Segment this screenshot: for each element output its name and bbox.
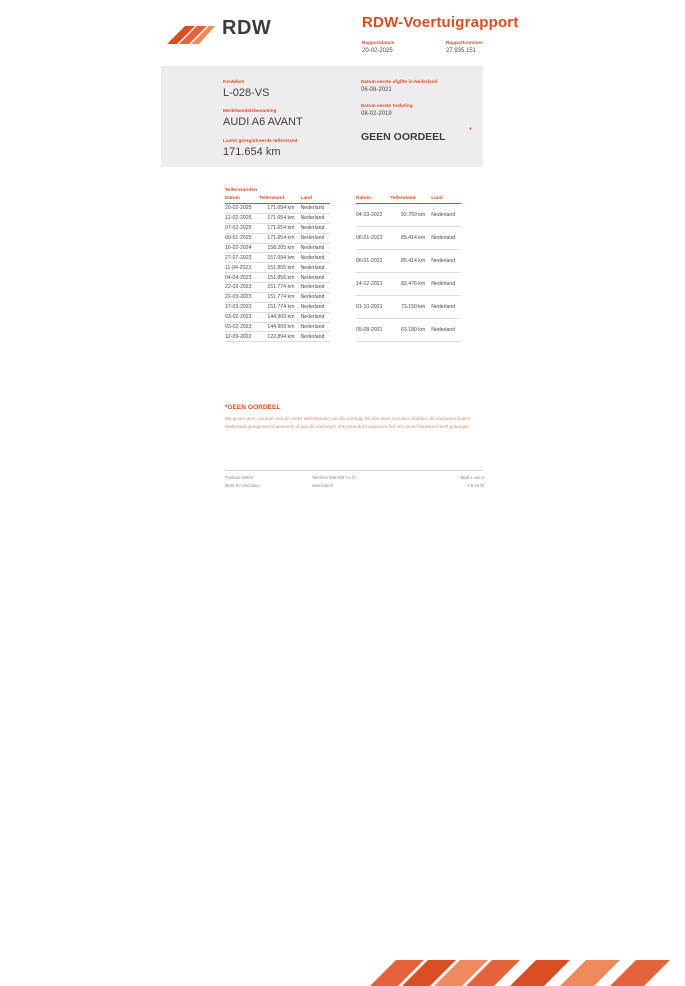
- cell-country: Nederland: [431, 296, 461, 319]
- cell-date: 07-02-2025: [225, 223, 259, 233]
- cell-odometer: 144.909 km: [259, 322, 300, 332]
- cell-odometer: 144.909 km: [259, 312, 300, 322]
- table-row: [356, 250, 461, 273]
- table-row: [225, 213, 330, 223]
- footer-address-line1: Postbus 30000: [225, 475, 253, 480]
- cell-date: 22-03-2023: [225, 292, 259, 302]
- footnote-title-text: GEEN OORDEEL: [227, 404, 281, 411]
- kenteken-label: Kenteken: [223, 79, 245, 84]
- cell-country: Nederland: [300, 302, 330, 312]
- table-row: [225, 283, 330, 293]
- merk-label: Merk/Handelsbenaming: [223, 108, 277, 113]
- cell-odometer: 151.856 km: [259, 263, 300, 273]
- cell-odometer: 158.205 km: [259, 243, 300, 253]
- table-row: [225, 233, 330, 243]
- cell-odometer: 73.150 km: [390, 296, 431, 319]
- cell-country: Nederland: [431, 273, 461, 296]
- table-row: [225, 253, 330, 263]
- cell-date: 06-01-2022: [356, 250, 390, 273]
- report-meta: [362, 40, 662, 54]
- table-header-row: [225, 196, 330, 204]
- footer-address: [225, 474, 260, 490]
- cell-country: Nederland: [431, 204, 461, 227]
- column-header-country: Land: [300, 196, 330, 204]
- footer-address-line2: 9640 RA Veendam: [225, 482, 260, 488]
- table-row: [356, 227, 461, 250]
- cell-country: Nederland: [431, 250, 461, 273]
- table-row: [356, 273, 461, 296]
- page-title: RDW-Voertuigrapport: [362, 14, 519, 31]
- cell-country: Nederland: [300, 223, 330, 233]
- vehicle-summary-panel: [161, 66, 483, 167]
- column-header-odometer: Tellerstand: [390, 196, 431, 204]
- cell-country: Nederland: [300, 243, 330, 253]
- mileage-section-title: Tellerstanden: [225, 188, 258, 193]
- rdw-wordmark: RDW: [222, 17, 272, 39]
- cell-country: Nederland: [300, 253, 330, 263]
- table-row: [225, 292, 330, 302]
- footer-pagination: [440, 474, 484, 490]
- vehicle-dates-block: [361, 79, 481, 143]
- cell-date: 16-02-2024: [225, 243, 259, 253]
- footnote-body: Wij geven geen oordeel over de reeks tellerstanden van dit voertuig. Dit kan twee oorzaken hebben: dit voertuig is buiten Nederland geregistreerd geweest, of aan dit voertuig is iets veranderd waardoor het een ander kenteken heeft gekregen.: [225, 416, 471, 429]
- cell-country: Nederland: [300, 233, 330, 243]
- footer-phone: Telefoon 088 008 74 47: [312, 475, 356, 480]
- cell-odometer: 151.774 km: [259, 283, 300, 293]
- rdw-logo: [165, 10, 295, 52]
- report-title-block: [362, 14, 662, 54]
- cell-odometer: 151.774 km: [259, 292, 300, 302]
- cell-odometer: 85.414 km: [390, 250, 431, 273]
- cell-date: 04-03-2022: [356, 204, 390, 227]
- cell-odometer: 92.759 km: [390, 204, 431, 227]
- footnote-title: [225, 404, 483, 411]
- mileage-section: [225, 188, 487, 342]
- toelating-label: Datum eerste toelating: [361, 103, 413, 108]
- cell-date: 03-02-2023: [225, 322, 259, 332]
- cell-date: 11-04-2023: [225, 263, 259, 273]
- odometer-value: 171.654 km: [223, 146, 281, 158]
- cell-date: 27-07-2023: [225, 253, 259, 263]
- last-odometer-block: [223, 138, 298, 167]
- table-row: [225, 223, 330, 233]
- cell-date: 14-12-2021: [356, 273, 390, 296]
- footnote-block: [225, 404, 483, 430]
- cell-country: Nederland: [300, 322, 330, 332]
- footer-page-number: Blad 1 van 3: [460, 475, 484, 480]
- table-row: [225, 263, 330, 273]
- table-row: [225, 243, 330, 253]
- table-row: [225, 322, 330, 332]
- cell-date: 22-03-2023: [225, 283, 259, 293]
- table-header-row: [356, 196, 461, 204]
- toelating-value: 08-02-2019: [361, 111, 392, 117]
- cell-odometer: 171.654 km: [259, 233, 300, 243]
- cell-date: 05-08-2021: [356, 319, 390, 342]
- cell-country: Nederland: [300, 312, 330, 322]
- cell-date: 17-03-2023: [225, 302, 259, 312]
- column-header-date: Datum: [356, 196, 390, 204]
- cell-odometer: 157.094 km: [259, 253, 300, 263]
- table-row: [225, 273, 330, 283]
- cell-country: Nederland: [300, 263, 330, 273]
- table-row: [225, 332, 330, 342]
- rdw-chevron-mark-icon: [165, 22, 215, 48]
- afgifte-label: Datum eerste afgifte in Nederland: [361, 79, 438, 84]
- report-date: Rapportdatum 20-02-2025: [362, 40, 395, 54]
- cell-date: 01-10-2021: [356, 296, 390, 319]
- footer-website[interactable]: www.rdw.nl: [312, 482, 333, 488]
- cell-date: 12-02-2025: [225, 213, 259, 223]
- table-row: [225, 302, 330, 312]
- verdict-footnote-marker: *: [469, 126, 473, 135]
- footer-divider: [225, 470, 483, 471]
- column-header-date: Datum: [225, 196, 259, 204]
- cell-odometer: 171.654 km: [259, 213, 300, 223]
- cell-date: 12-09-2022: [225, 332, 259, 342]
- rdw-footer-chevron-graphic-icon: [370, 960, 685, 986]
- cell-odometer: 151.856 km: [259, 273, 300, 283]
- table-row: [225, 312, 330, 322]
- cell-date: 03-02-2023: [225, 312, 259, 322]
- cell-country: Nederland: [431, 319, 461, 342]
- table-row: [356, 319, 461, 342]
- cell-date: 06-01-2022: [356, 227, 390, 250]
- cell-odometer: 82.476 km: [390, 273, 431, 296]
- cell-country: Nederland: [300, 332, 330, 342]
- cell-odometer: 85.414 km: [390, 227, 431, 250]
- table-row: [225, 204, 330, 214]
- mileage-table-right: [356, 196, 461, 342]
- cell-country: Nederland: [300, 204, 330, 214]
- footer-contact: [312, 474, 356, 490]
- footer-form-code: 2 E 1878: [467, 482, 484, 488]
- cell-odometer: 171.654 km: [259, 223, 300, 233]
- document-header: [0, 0, 685, 62]
- cell-country: Nederland: [300, 283, 330, 293]
- cell-odometer: 151.774 km: [259, 302, 300, 312]
- cell-odometer: 122.894 km: [259, 332, 300, 342]
- footnote-marker: *: [225, 405, 228, 411]
- table-row: [356, 296, 461, 319]
- column-header-country: Land: [431, 196, 461, 204]
- cell-odometer: 171.654 km: [259, 204, 300, 214]
- cell-country: Nederland: [300, 273, 330, 283]
- kenteken-value: L-028-VS: [223, 87, 270, 99]
- cell-date: 09-01-2025: [225, 233, 259, 243]
- vehicle-identity-block: [223, 79, 363, 137]
- table-row: [356, 204, 461, 227]
- report-number: Rapportnummer 27.935.151: [446, 40, 484, 54]
- cell-date: 04-04-2023: [225, 273, 259, 283]
- cell-odometer: 63.180 km: [390, 319, 431, 342]
- odometer-label: Laatst geregistreerde tellerstand: [223, 138, 298, 143]
- column-header-odometer: Tellerstand: [259, 196, 300, 204]
- afgifte-value: 06-08-2021: [361, 87, 392, 93]
- document-footer: [0, 470, 685, 514]
- mileage-table-left: [225, 196, 330, 342]
- cell-country: Nederland: [300, 292, 330, 302]
- status-badge: GEEN OORDEEL: [361, 131, 446, 143]
- cell-country: Nederland: [431, 227, 461, 250]
- cell-country: Nederland: [300, 213, 330, 223]
- cell-date: 20-02-2025: [225, 204, 259, 214]
- merk-value: AUDI A6 AVANT: [223, 116, 303, 128]
